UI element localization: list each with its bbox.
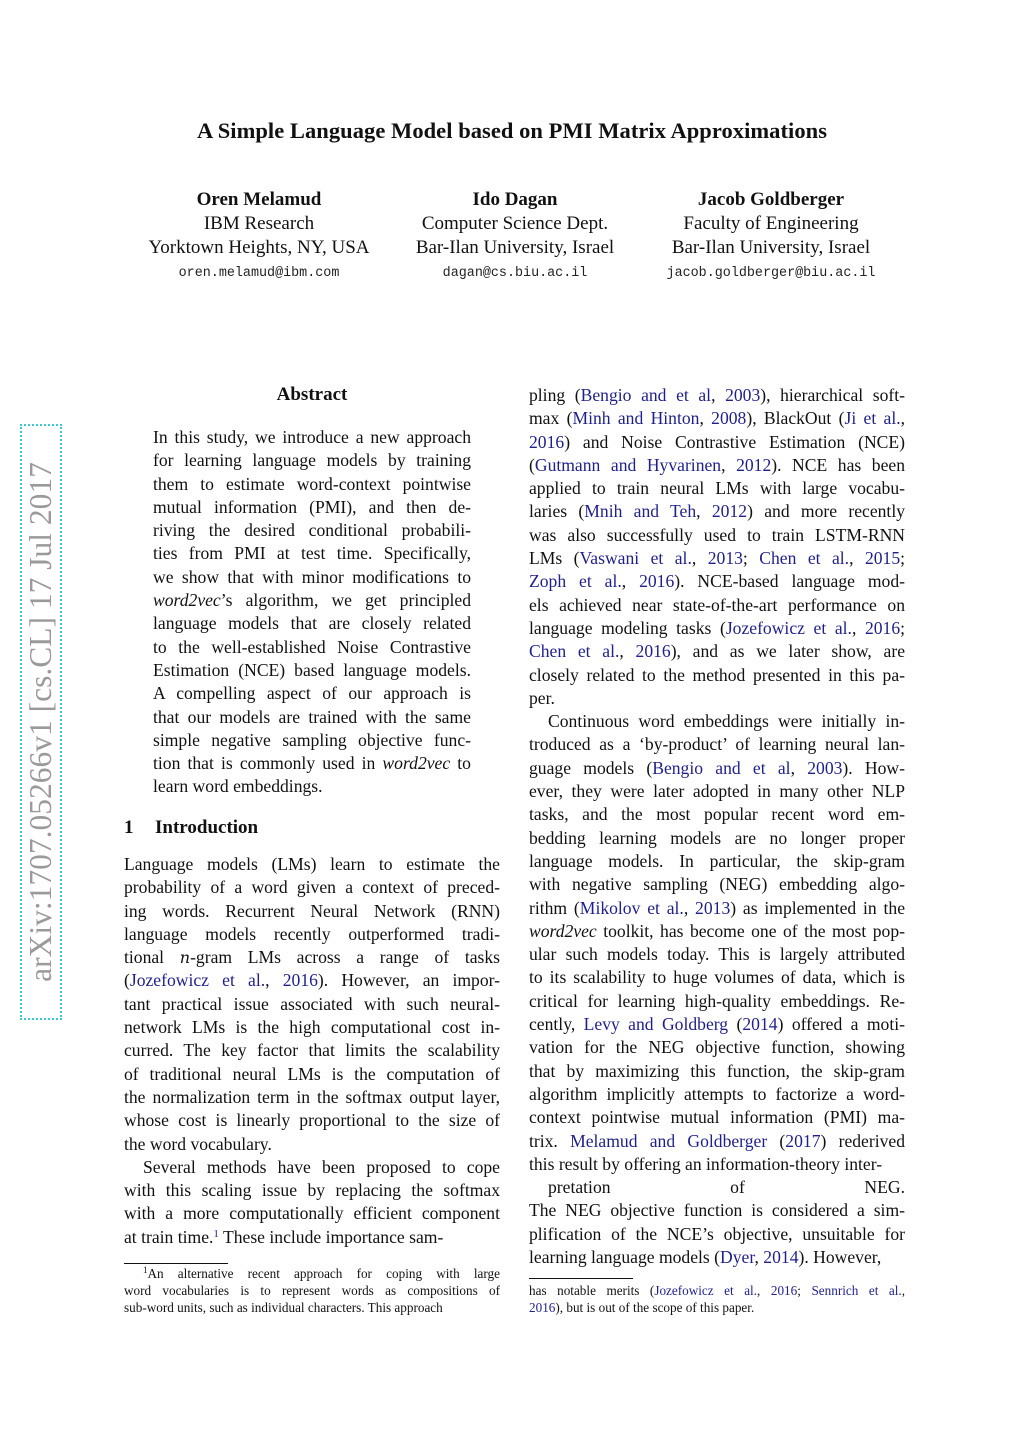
text-segment: , bbox=[721, 454, 737, 475]
text-segment: A compelling aspect of our approach is bbox=[153, 683, 471, 704]
text-line bbox=[153, 519, 471, 542]
citation-link[interactable]: 2016 bbox=[529, 1300, 556, 1315]
text-segment: , bbox=[851, 617, 865, 638]
text-segment: that by maximizing this function, the skip-gram bbox=[529, 1060, 905, 1081]
text-segment: critical for learning high-quality embeddings. Re- bbox=[529, 990, 905, 1011]
text-segment: max ( bbox=[529, 408, 573, 429]
text-segment: LMs ( bbox=[529, 548, 580, 569]
author-location: Bar-Ilan University, Israel bbox=[671, 237, 871, 258]
text-segment: has notable merits ( bbox=[529, 1283, 655, 1298]
text-line bbox=[529, 920, 905, 943]
intro-right-column bbox=[529, 384, 905, 1269]
text-segment: curred. The key factor that limits the scalability bbox=[124, 1040, 500, 1061]
citation-link[interactable]: Mikolov et al. bbox=[579, 897, 684, 918]
text-line bbox=[124, 993, 500, 1016]
citation-link[interactable]: Ji et al. bbox=[844, 408, 901, 429]
citation-link[interactable]: Vaswani et al. bbox=[579, 548, 692, 569]
text-line bbox=[529, 943, 905, 966]
text-line bbox=[124, 1133, 500, 1156]
text-line bbox=[529, 803, 905, 826]
text-segment: , bbox=[790, 757, 808, 778]
text-line bbox=[124, 1179, 500, 1202]
text-segment: ), but is out of the scope of this paper. bbox=[555, 1300, 755, 1315]
text-line bbox=[529, 547, 905, 570]
text-line bbox=[529, 640, 905, 663]
citation-link[interactable]: Bengio and et al bbox=[652, 757, 791, 778]
citation-link[interactable]: Mnih and Teh bbox=[584, 501, 697, 522]
text-segment: , bbox=[691, 548, 708, 569]
text-line bbox=[124, 1265, 500, 1282]
text-segment: ), and as we later show, are bbox=[670, 641, 906, 662]
text-segment: with this scaling issue by replacing the softmax bbox=[124, 1180, 500, 1201]
footnote-rule bbox=[529, 1278, 633, 1279]
text-segment: toolkit, has become one of the most pop- bbox=[596, 920, 905, 941]
citation-link[interactable]: Bengio and et al bbox=[580, 385, 712, 405]
text-line bbox=[153, 589, 471, 612]
text-line bbox=[153, 566, 471, 589]
text-line bbox=[153, 612, 471, 635]
text-segment: Language models (LMs) learn to estimate the bbox=[124, 854, 500, 874]
text-line bbox=[529, 850, 905, 873]
text-line bbox=[529, 873, 905, 896]
text-segment: ) and more recently bbox=[747, 501, 906, 522]
text-line bbox=[153, 473, 471, 496]
text-segment: was also successfully used to train LSTM-RNN bbox=[529, 524, 905, 545]
text-line bbox=[153, 449, 471, 472]
text-segment: pretation of NEG. bbox=[548, 1177, 905, 1198]
text-line bbox=[529, 780, 905, 803]
text-line bbox=[529, 710, 905, 733]
text-segment: ). How- bbox=[842, 757, 905, 778]
author-affiliation: IBM Research bbox=[203, 213, 315, 234]
text-line bbox=[529, 1130, 905, 1153]
text-segment: ), hierarchical soft- bbox=[760, 385, 905, 405]
text-line bbox=[124, 969, 500, 992]
citation-link[interactable]: Minh and Hinton bbox=[572, 408, 700, 429]
text-segment: ) as implemented in the bbox=[730, 897, 906, 918]
text-segment: The NEG objective function is considered a sim- bbox=[529, 1200, 905, 1221]
abstract-heading: Abstract bbox=[276, 384, 348, 405]
text-line bbox=[529, 1060, 905, 1083]
text-segment: These include importance sam- bbox=[218, 1226, 444, 1247]
text-segment: , bbox=[619, 641, 636, 662]
text-segment: to the well-established Noise Contrastive bbox=[153, 636, 471, 657]
text-line bbox=[529, 1199, 905, 1222]
text-line bbox=[124, 1156, 500, 1179]
citation-link[interactable]: 2015 bbox=[864, 548, 901, 569]
author-affiliation: Faculty of Engineering bbox=[683, 213, 859, 234]
citation-link[interactable]: 2016 bbox=[770, 1283, 798, 1298]
text-segment: language modeling tasks ( bbox=[529, 617, 726, 638]
text-segment: probability of a word given a context of preced- bbox=[124, 877, 500, 898]
text-line bbox=[124, 1202, 500, 1225]
text-segment: ever, they were later adopted in many other NLP bbox=[529, 781, 905, 802]
citation-link[interactable]: 2003 bbox=[807, 757, 843, 778]
citation-link[interactable]: Levy and Goldberg bbox=[583, 1014, 729, 1035]
text-segment: tasks, and the most popular recent word em- bbox=[529, 804, 905, 825]
citation-link[interactable]: 2013 bbox=[707, 548, 743, 569]
citation-link[interactable]: Gutmann and Hyvarinen bbox=[534, 454, 722, 475]
citation-link[interactable]: Jozefowicz et al. bbox=[725, 617, 852, 638]
text-line bbox=[529, 500, 905, 523]
text-line bbox=[124, 1282, 500, 1299]
section-title: Introduction bbox=[155, 817, 259, 838]
text-line bbox=[529, 966, 905, 989]
text-line bbox=[529, 1083, 905, 1106]
citation-link[interactable]: 2016 bbox=[635, 641, 671, 662]
text-line bbox=[529, 1153, 905, 1176]
author-name: Oren Melamud bbox=[196, 189, 322, 210]
citation-link[interactable]: Melamud and Goldberger bbox=[570, 1130, 768, 1151]
text-segment: language models that are closely related bbox=[153, 613, 471, 634]
author-block bbox=[384, 188, 646, 288]
text-segment: ing words. Recurrent Neural Network (RNN) bbox=[124, 900, 500, 921]
text-segment: simple negative sampling objective func- bbox=[153, 729, 471, 750]
citation-link[interactable]: 2017 bbox=[785, 1130, 821, 1151]
text-line bbox=[529, 733, 905, 756]
text-line bbox=[124, 1109, 500, 1132]
author-block bbox=[640, 188, 902, 288]
text-segment: applied to train neural LMs with large vocabu- bbox=[529, 478, 905, 499]
text-segment: , bbox=[901, 1283, 905, 1298]
text-segment: sub-word units, such as individual characters. This approach bbox=[124, 1300, 443, 1315]
text-segment: we show that with minor modifications to bbox=[153, 566, 471, 587]
text-segment: ) rederived bbox=[820, 1130, 906, 1151]
text-segment: ). However, bbox=[798, 1246, 882, 1267]
text-line bbox=[529, 1106, 905, 1129]
author-email[interactable]: dagan@cs.biu.ac.il bbox=[442, 266, 588, 281]
text-segment: word vocabularies is to represent words as compositions of bbox=[124, 1283, 500, 1298]
text-line bbox=[124, 1226, 500, 1249]
text-line bbox=[529, 1036, 905, 1059]
text-line bbox=[153, 542, 471, 565]
text-line bbox=[529, 384, 905, 407]
citation-link[interactable]: Chen et al. bbox=[759, 548, 850, 569]
citation-link[interactable]: Zoph et al. bbox=[529, 571, 622, 592]
text-segment: els achieved near state-of-the-art performance on bbox=[529, 594, 905, 615]
text-segment: An alternative recent approach for coping with large bbox=[147, 1266, 500, 1281]
author-location: Yorktown Heights, NY, USA bbox=[148, 237, 370, 258]
text-line bbox=[529, 757, 905, 780]
abstract-body bbox=[153, 426, 471, 799]
text-line bbox=[153, 426, 471, 449]
text-segment: the normalization term in the softmax output layer, bbox=[124, 1086, 500, 1107]
text-line bbox=[529, 664, 905, 687]
text-segment: ; bbox=[742, 548, 760, 569]
text-segment: ( bbox=[728, 1014, 743, 1035]
text-segment: at train time. bbox=[124, 1226, 214, 1247]
text-line bbox=[124, 1039, 500, 1062]
text-segment: tional bbox=[124, 947, 180, 968]
citation-link[interactable]: 2003 bbox=[725, 385, 761, 405]
text-line bbox=[124, 946, 500, 969]
text-line bbox=[529, 827, 905, 850]
footnote-left bbox=[124, 1265, 500, 1316]
text-line bbox=[153, 636, 471, 659]
citation-link[interactable]: Jozefowicz et al. bbox=[129, 970, 266, 991]
author-name: Ido Dagan bbox=[472, 189, 558, 210]
text-segment: with negative sampling (NEG) embedding algo- bbox=[529, 874, 905, 895]
text-segment: to bbox=[450, 753, 471, 774]
citation-link[interactable]: Jozefowicz et al. bbox=[654, 1283, 758, 1298]
text-segment: the word vocabulary. bbox=[124, 1133, 272, 1154]
text-line bbox=[124, 923, 500, 946]
text-segment: ( bbox=[529, 454, 535, 475]
text-segment: Continuous word embeddings were initially in- bbox=[548, 711, 905, 732]
emphasis: word2vec bbox=[382, 753, 451, 774]
text-segment: network LMs is the high computational cost in- bbox=[124, 1017, 500, 1038]
text-segment: , bbox=[621, 571, 640, 592]
text-line bbox=[124, 1086, 500, 1109]
citation-link[interactable]: 2016 bbox=[529, 431, 565, 452]
text-segment: ). NCE has been bbox=[771, 454, 906, 475]
arxiv-stamp[interactable] bbox=[20, 424, 62, 1020]
citation-link[interactable]: Dyer bbox=[720, 1246, 755, 1267]
text-line bbox=[529, 990, 905, 1013]
arxiv-stamp-text[interactable]: arXiv:1707.05266v1 [cs.CL] 17 Jul 2017 bbox=[23, 462, 58, 982]
text-segment: tion that is commonly used in bbox=[153, 753, 383, 774]
text-segment: -gram LMs across a range of tasks bbox=[190, 947, 501, 968]
text-segment: language models recently outperformed tradi- bbox=[124, 923, 500, 944]
text-line bbox=[124, 853, 500, 876]
text-line bbox=[529, 897, 905, 920]
text-segment: , bbox=[683, 897, 696, 918]
text-segment: that our models are trained with the same bbox=[153, 706, 471, 727]
text-line bbox=[529, 1299, 905, 1316]
text-segment: per. bbox=[529, 687, 555, 708]
text-segment: , bbox=[900, 408, 906, 429]
section-number: 1 bbox=[124, 817, 134, 838]
text-line bbox=[124, 876, 500, 899]
text-segment: Several methods have been proposed to cope bbox=[143, 1156, 500, 1177]
text-segment: , bbox=[849, 548, 865, 569]
text-segment: for learning language models by training bbox=[153, 450, 471, 471]
text-line bbox=[529, 1246, 905, 1269]
text-segment: , bbox=[699, 408, 712, 429]
text-line bbox=[529, 1223, 905, 1246]
text-line bbox=[529, 407, 905, 430]
footnote-rule bbox=[124, 1263, 228, 1264]
citation-link[interactable]: Chen et al. bbox=[529, 641, 620, 662]
text-line bbox=[124, 1016, 500, 1039]
text-segment: laries ( bbox=[529, 501, 585, 522]
citation-link[interactable]: 2012 bbox=[736, 454, 772, 475]
text-line bbox=[153, 496, 471, 519]
text-segment: ular such models today. This is largely attributed bbox=[529, 944, 905, 965]
text-segment: to its scalability to huge volumes of data, which is bbox=[529, 967, 905, 988]
footnote-right bbox=[529, 1282, 905, 1316]
citation-link[interactable]: 2016 bbox=[864, 617, 901, 638]
author-email[interactable]: jacob.goldberger@biu.ac.il bbox=[666, 266, 876, 281]
text-line bbox=[529, 431, 905, 454]
citation-link[interactable]: 2016 bbox=[282, 970, 318, 991]
text-segment: mutual information (PMI), and then de- bbox=[153, 496, 471, 517]
text-segment: vation for the NEG objective function, showing bbox=[529, 1037, 905, 1058]
text-line bbox=[529, 477, 905, 500]
citation-link[interactable]: 2012 bbox=[711, 501, 748, 522]
text-segment: ; bbox=[900, 617, 906, 638]
citation-link[interactable]: 2014 bbox=[763, 1246, 799, 1267]
text-segment: ) and Noise Contrastive Estimation (NCE) bbox=[564, 431, 905, 452]
text-segment: , bbox=[265, 970, 283, 991]
text-segment: In this study, we introduce a new approach bbox=[153, 427, 471, 447]
text-segment: learning language models ( bbox=[529, 1246, 721, 1267]
text-line bbox=[529, 1176, 905, 1199]
text-line bbox=[124, 1299, 500, 1316]
author-block bbox=[128, 188, 390, 288]
text-segment: trix. bbox=[529, 1130, 571, 1151]
emphasis: word2vec bbox=[529, 920, 597, 941]
text-segment: this result by offering an information-theory inter- bbox=[529, 1153, 883, 1174]
text-segment: of traditional neural LMs is the computation of bbox=[124, 1063, 500, 1084]
text-line bbox=[529, 1013, 905, 1036]
text-segment: , bbox=[696, 501, 712, 522]
paper-title: A Simple Language Model based on PMI Matrix Approximations bbox=[196, 118, 828, 143]
author-email[interactable]: oren.melamud@ibm.com bbox=[178, 266, 340, 281]
text-line bbox=[529, 570, 905, 593]
text-segment: tant practical issue associated with such neural- bbox=[124, 993, 500, 1014]
text-line bbox=[153, 659, 471, 682]
text-segment: ; bbox=[797, 1283, 812, 1298]
text-line bbox=[529, 454, 905, 477]
text-segment: learn word embeddings. bbox=[153, 776, 323, 797]
text-line bbox=[153, 775, 471, 798]
citation-link[interactable]: 2013 bbox=[695, 897, 731, 918]
text-segment: whose cost is linearly proportional to the size of bbox=[124, 1110, 500, 1131]
text-segment: closely related to the method presented in this pa- bbox=[529, 664, 905, 685]
text-line bbox=[529, 1282, 905, 1299]
footnote-number: 1 bbox=[143, 1265, 148, 1275]
text-segment: ; bbox=[900, 548, 906, 569]
text-line bbox=[529, 617, 905, 640]
text-segment: ). However, an impor- bbox=[317, 970, 501, 991]
text-segment: context pointwise mutual information (PMI) ma- bbox=[529, 1107, 905, 1128]
text-segment: bedding learning models are no longer proper bbox=[529, 827, 905, 848]
text-segment: , bbox=[754, 1246, 764, 1267]
text-segment: algorithm implicitly attempts to factorize a word- bbox=[529, 1083, 905, 1104]
citation-link[interactable]: 2016 bbox=[639, 571, 675, 592]
text-segment: guage models ( bbox=[529, 757, 653, 778]
text-segment: ) offered a moti- bbox=[777, 1014, 905, 1035]
text-segment: cently, bbox=[529, 1014, 584, 1035]
math-symbol: n bbox=[179, 948, 191, 968]
text-line bbox=[124, 900, 500, 923]
text-segment: them to estimate word-context pointwise bbox=[153, 473, 471, 494]
text-line bbox=[124, 1063, 500, 1086]
text-segment: troduced as a ‘by-product’ of learning neural lan- bbox=[529, 734, 905, 755]
text-segment: , bbox=[711, 385, 726, 405]
text-line bbox=[153, 752, 471, 775]
text-line bbox=[153, 682, 471, 705]
text-segment: ( bbox=[767, 1130, 786, 1151]
text-segment: ), BlackOut ( bbox=[746, 408, 845, 429]
text-segment: riving the desired conditional probabili- bbox=[153, 520, 471, 541]
text-line bbox=[529, 524, 905, 547]
text-line bbox=[529, 687, 905, 710]
citation-link[interactable]: 2014 bbox=[742, 1014, 778, 1035]
text-segment: rithm ( bbox=[529, 897, 580, 918]
author-name: Jacob Goldberger bbox=[697, 189, 845, 210]
author-affiliation: Computer Science Dept. bbox=[421, 213, 609, 234]
text-segment: Estimation (NCE) based language models. bbox=[153, 659, 471, 680]
text-line bbox=[153, 729, 471, 752]
footnote-marker[interactable]: 1 bbox=[213, 1227, 219, 1240]
section-heading bbox=[124, 817, 258, 839]
text-segment: ). NCE-based language mod- bbox=[674, 571, 906, 592]
intro-left-column bbox=[124, 853, 500, 1249]
emphasis: word2vec bbox=[153, 590, 221, 611]
text-segment: with a more computationally efficient component bbox=[124, 1203, 500, 1224]
text-segment: ties from PMI at test time. Specifically, bbox=[153, 543, 471, 564]
text-segment: ’s algorithm, we get principled bbox=[220, 590, 471, 611]
text-segment: plification of the NCE’s objective, unsuitable for bbox=[529, 1223, 905, 1244]
text-segment: , bbox=[757, 1283, 771, 1298]
citation-link[interactable]: Sennrich et al. bbox=[811, 1283, 902, 1298]
author-location: Bar-Ilan University, Israel bbox=[415, 237, 615, 258]
text-line bbox=[529, 594, 905, 617]
text-segment: language models. In particular, the skip-gram bbox=[529, 850, 905, 871]
citation-link[interactable]: 2008 bbox=[711, 408, 747, 429]
text-line bbox=[153, 706, 471, 729]
text-segment: pling ( bbox=[529, 385, 581, 405]
text-segment: ( bbox=[124, 970, 130, 991]
